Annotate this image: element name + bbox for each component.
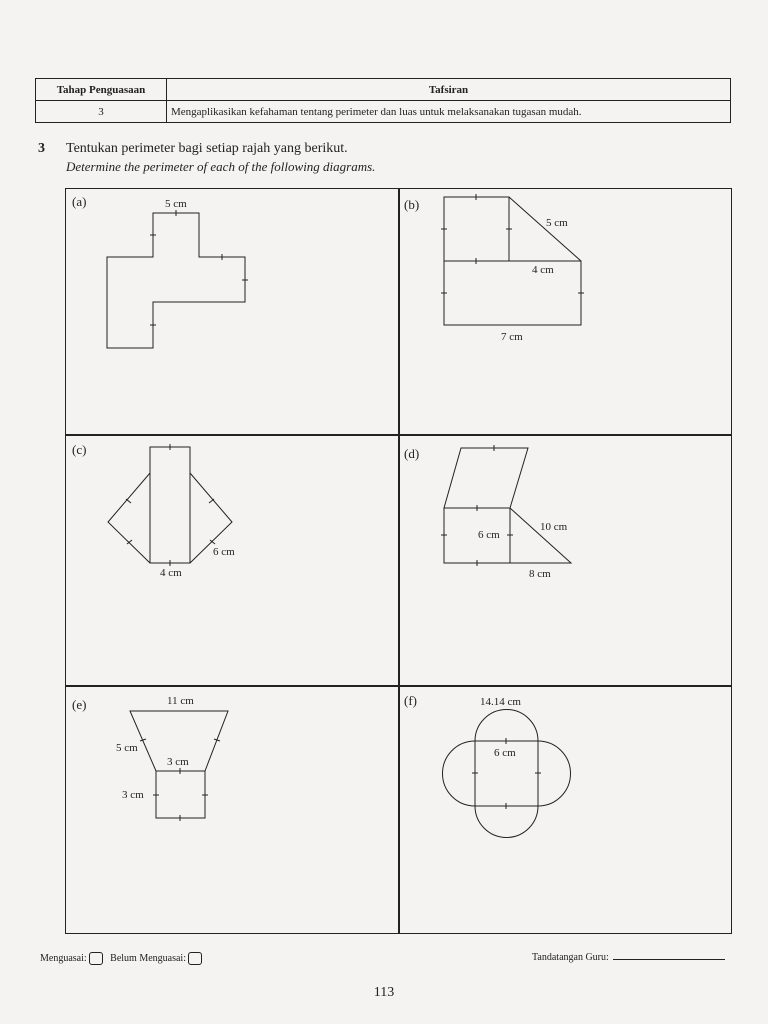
not-mastered-checkbox[interactable] [188,952,202,965]
question-number: 3 [38,141,45,156]
d-dim-height: 6 cm [478,529,500,541]
d-dim-base: 8 cm [529,568,551,580]
e-dim-top: 11 cm [167,695,194,707]
table-cell-interpretation: Mengaplikasikan kefahaman tentang perimeter dan luas untuk melaksanakan tugasan mudah. [167,101,731,123]
e-dim-slant: 5 cm [116,742,138,754]
mastered-label: Menguasai: [40,952,87,964]
table-header-interpretation: Tafsiran [167,79,731,101]
label-c: (c) [72,442,87,457]
b-dim-middle: 4 cm [532,264,554,276]
figure-d-shape [444,448,528,508]
table-header-level: Tahap Penguasaan [36,79,167,101]
not-mastered-label: Belum Menguasai: [110,952,186,964]
c-dim-bottom: 4 cm [160,567,182,579]
f-dim-side: 6 cm [494,747,516,759]
figure-c-shape [150,447,190,563]
mastery-checkboxes [40,952,202,965]
e-dim-square-top: 3 cm [167,756,189,768]
page-number: 113 [373,985,395,1000]
signature-line[interactable] [613,959,725,960]
label-a: (a) [72,194,87,209]
label-d: (d) [404,446,420,461]
label-b: (b) [404,197,420,212]
question-text-english: Determine the perimeter of each of the following diagrams. [66,159,376,174]
f-dim-arc: 14.14 cm [480,696,521,708]
mastered-checkbox[interactable] [89,952,103,965]
teacher-signature-label: Tandatangan Guru: [532,952,609,963]
d-dim-hypotenuse: 10 cm [540,521,568,533]
label-e: (e) [72,697,87,712]
question-text-malay: Tentukan perimeter bagi setiap rajah yang berikut. [66,141,348,156]
table-cell-level: 3 [36,101,167,123]
b-dim-bottom: 7 cm [501,331,523,343]
a-dim-top: 5 cm [165,198,187,210]
e-dim-square-side: 3 cm [122,789,144,801]
teacher-signature [532,952,725,963]
b-dim-diagonal: 5 cm [546,217,568,229]
label-f: (f) [404,693,417,708]
c-dim-slant: 6 cm [213,546,235,558]
figure-a-shape [107,213,245,348]
